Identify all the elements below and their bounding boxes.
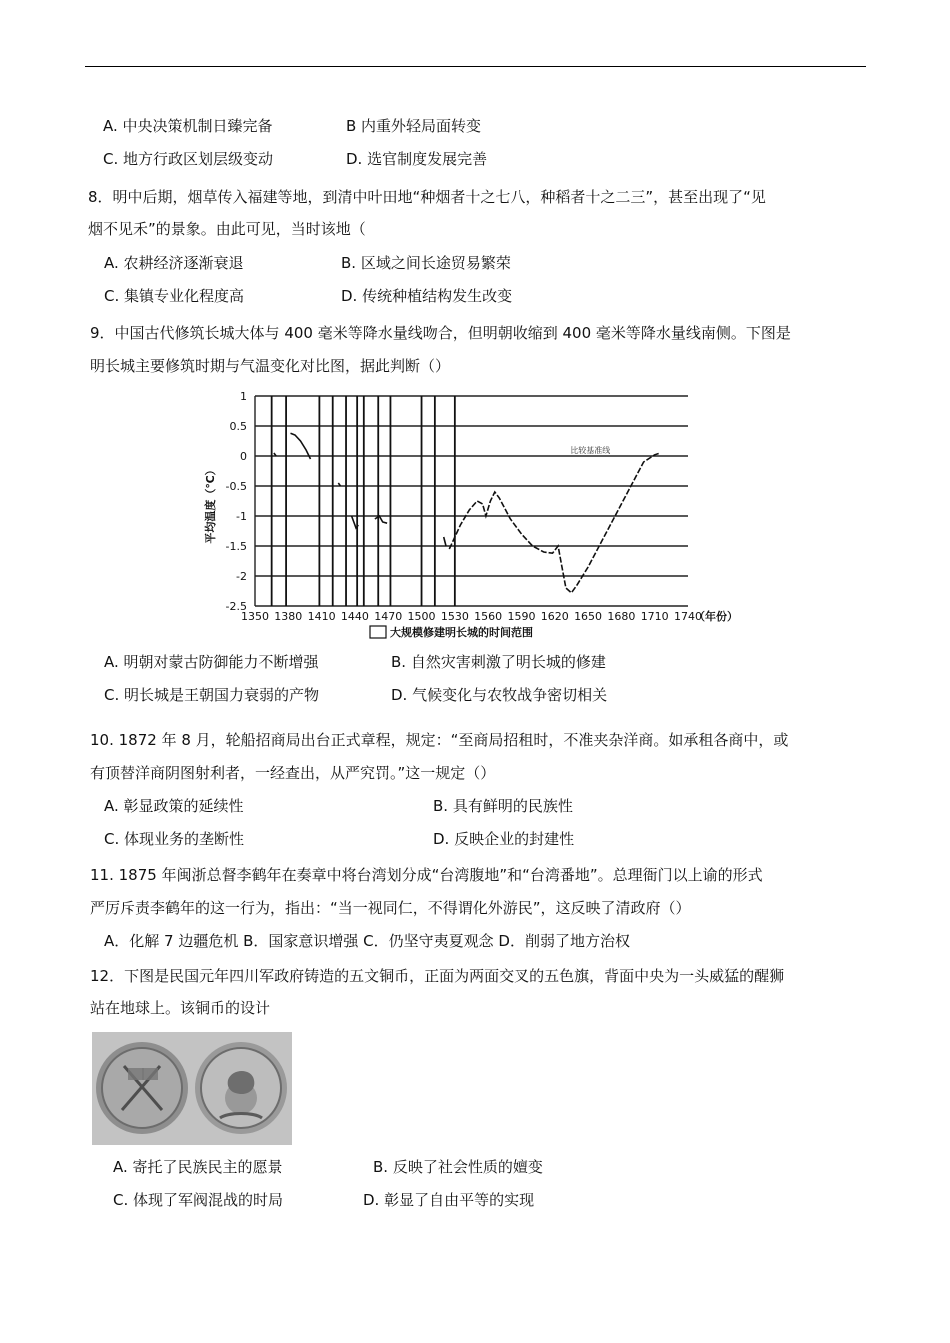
temperature-chart [200,388,760,643]
x-tick-label: 1530 [440,610,469,623]
y-tick-label: -1.5 [225,540,247,553]
q8-option-d[interactable]: D. 传统种植结构发生改变 [341,287,513,305]
x-axis-label: （年份） [694,610,738,623]
y-tick-label: -2 [236,570,247,583]
x-tick-label: 1440 [340,610,369,623]
x-tick-label: 1710 [640,610,669,623]
q12-option-c[interactable]: C. 体现了军阀混战的时局 [113,1191,284,1209]
legend-label: 大规模修建明长城的时间范围 [390,626,533,639]
q12-option-a[interactable]: A. 寄托了民族民主的愿景 [113,1158,283,1176]
x-tick-label: 1500 [407,610,436,623]
y-tick-label: -0.5 [225,480,247,493]
q8-option-a[interactable]: A. 农耕经济逐渐衰退 [104,254,244,272]
q9-option-a[interactable]: A. 明朝对蒙古防御能力不断增强 [104,653,319,671]
q12-stem-line1: 12．下图是民国元年四川军政府铸造的五文铜币，正面为两面交叉的五色旗，背面中央为一头威猛的醒狮 [90,967,785,985]
q7-option-b[interactable]: B 内重外轻局面转变 [346,117,482,135]
temperature-chart-svg [200,388,760,643]
q10-option-c[interactable]: C. 体现业务的垄断性 [104,830,245,848]
q8-option-c[interactable]: C. 集镇专业化程度高 [104,287,245,305]
q7-option-d[interactable]: D. 选官制度发展完善 [346,150,488,168]
x-tick-label: 1380 [274,610,303,623]
q10-option-b[interactable]: B. 具有鲜明的民族性 [433,797,573,815]
x-tick-label: 1470 [374,610,403,623]
q8-stem-line1: 8．明中后期，烟草传入福建等地，到清中叶田地“种烟者十之七八，种稻者十之二三”，甚至出现了“见 [88,188,766,206]
y-axis-label: 平均温度（℃） [204,464,217,544]
q9-option-b[interactable]: B. 自然灾害刺激了明长城的修建 [391,653,606,671]
x-tick-label: 1590 [507,610,536,623]
temperature-series-line [375,516,387,523]
temperature-series-line [449,453,660,593]
q7-option-c[interactable]: C. 地方行政区划层级变动 [103,150,274,168]
q9-stem-line2: 明长城主要修筑时期与气温变化对比图，据此判断（） [90,357,451,375]
y-tick-label: 0.5 [229,420,247,433]
x-tick-label: 1620 [540,610,569,623]
temperature-series-line [291,433,311,459]
y-tick-label: -1 [236,510,247,523]
q9-option-c[interactable]: C. 明长城是王朝国力衰弱的产物 [104,686,320,704]
x-tick-label: 1680 [607,610,636,623]
x-tick-label: 1350 [241,610,269,623]
y-tick-label: 0 [240,450,247,463]
q11-stem-line2: 严厉斥责李鹤年的这一行为，指出：“当一视同仁，不得谓化外游民”，这反映了清政府（） [90,899,691,917]
q7-option-a[interactable]: A. 中央决策机制日臻完备 [103,117,273,135]
coin-reverse [195,1042,287,1134]
q9-stem-line1: 9．中国古代修筑长城大体与 400 毫米等降水量线吻合，但明朝收缩到 400 毫米等降水量线南侧。下图是 [90,324,791,342]
q11-stem-line1: 11. 1875 年闽浙总督李鹤年在奏章中将台湾划分成“台湾腹地”和“台湾番地”。总理衙门以上谕的形式 [90,866,763,884]
temperature-series-line [444,537,446,546]
header-rule [85,66,866,67]
coin-obverse [96,1042,188,1134]
legend-swatch [370,626,386,638]
q10-option-d[interactable]: D. 反映企业的封建性 [433,830,575,848]
x-tick-label: 1410 [307,610,336,623]
x-tick-label: 1560 [474,610,503,623]
q10-stem-line2: 有顶替洋商阴图射利者，一经查出，从严究罚。”这一规定（） [90,764,496,782]
q8-option-b[interactable]: B. 区域之间长途贸易繁荣 [341,254,511,272]
q10-option-a[interactable]: A. 彰显政策的延续性 [104,797,244,815]
q12-stem-line2: 站在地球上。该铜币的设计 [90,999,271,1017]
q11-options[interactable]: A．化解 7 边疆危机 B．国家意识增强 C．仍坚守夷夏观念 D．削弱了地方治权 [104,932,630,950]
y-tick-label: -2.5 [225,600,247,613]
q10-stem-line1: 10. 1872 年 8 月，轮船招商局出台正式章程，规定：“至商局招租时，不准夹杂洋商。如承租各商中，或 [90,731,789,749]
q12-option-b[interactable]: B. 反映了社会性质的嬗变 [373,1158,543,1176]
q8-stem-line2: 烟不见禾”的景象。由此可见，当时该地（ [88,220,366,238]
x-tick-label: 1740 [674,610,702,623]
q12-option-d[interactable]: D. 彰显了自由平等的实现 [363,1191,535,1209]
baseline-annotation: 比较基准线 [570,446,611,455]
copper-coin-photo [92,1032,292,1145]
q9-option-d[interactable]: D. 气候变化与农牧战争密切相关 [391,686,608,704]
y-tick-label: 1 [240,390,247,403]
x-tick-label: 1650 [574,610,603,623]
